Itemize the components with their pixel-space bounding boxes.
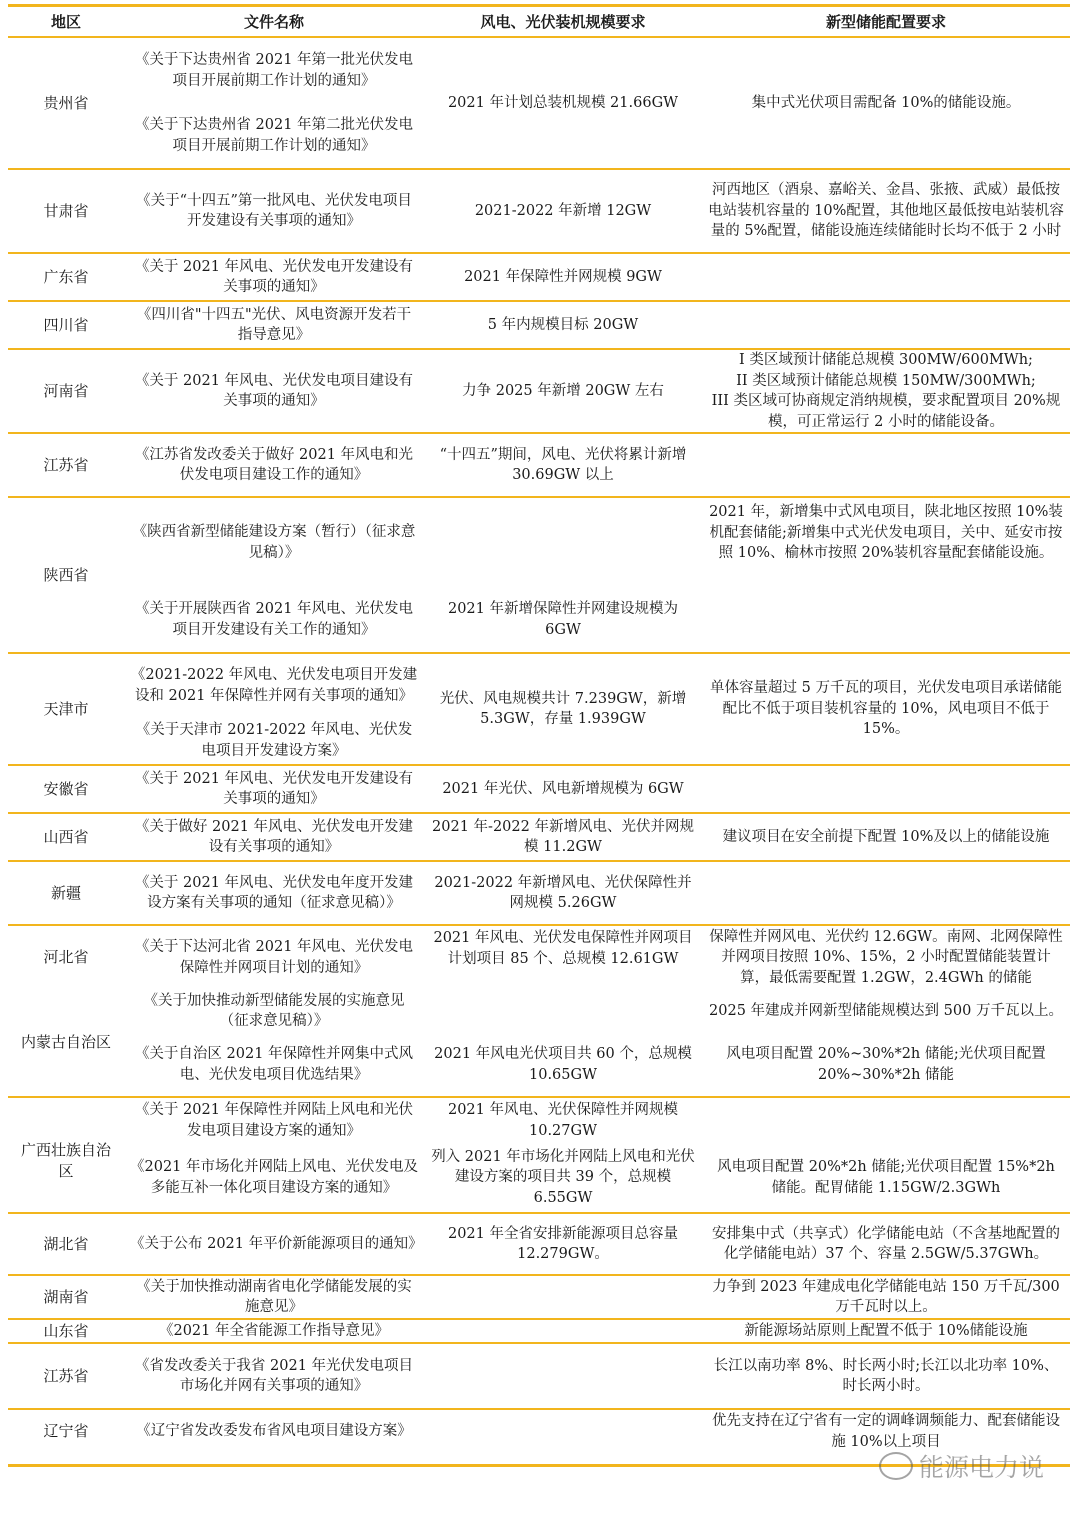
scale-cell: 2021-2022 年新增风电、光伏保障性并网规模 5.26GW [434, 874, 692, 911]
region-cell: 天津市 [43, 699, 89, 718]
top-rule [8, 4, 1070, 7]
region-cell: 新疆 [50, 883, 81, 902]
header-doc: 文件名称 [124, 8, 424, 37]
region-cell: 安徽省 [43, 779, 89, 798]
doc-cell: 《关于下达贵州省 2021 年第一批光伏发电项目开展前期工作计划的通知》 [134, 52, 414, 89]
header-scale: 风电、光伏装机规模要求 [424, 8, 702, 37]
storage-cell: 河西地区（酒泉、嘉峪关、金昌、张掖、武威）最低按电站装机容量的 10%配置，其他地区最低按电站装机容量的 5%配置，储能设施连续储能时长均不低于 2 小时 [708, 182, 1064, 240]
scale-cell: 2021 年-2022 年新增风电、光伏并网规模 11.2GW [432, 818, 694, 855]
scale-cell [424, 497, 702, 587]
doc-cell: 《关于“十四五”第一批风电、光伏发电项目开发建设有关事项的通知》 [136, 192, 412, 229]
row-hebei-neimenggu [8, 925, 1070, 1097]
scale-cell [424, 1319, 702, 1343]
region-cell: 江苏省 [43, 455, 89, 474]
scale-cell: 2021 年计划总装机规模 21.66GW [447, 94, 679, 111]
storage-cell: 2025 年建成并网新型储能规模达到 500 万千瓦以上。 [709, 1002, 1063, 1019]
scale-cell: 2021 年新增保障性并网建设规模为 6GW [447, 601, 678, 638]
row-xinjiang [8, 861, 1070, 925]
storage-line: II 类区域预计储能总规模 150MW/300MWh; [736, 372, 1036, 389]
scale-cell [424, 1343, 702, 1409]
scale-cell: 2021 年全省安排新能源项目总容量 12.279GW。 [447, 1225, 678, 1262]
header-row [8, 8, 1070, 37]
scale-cell: 2021 年风电、光伏保障性并网规模 10.27GW [447, 1102, 678, 1139]
row-anhui [8, 765, 1070, 813]
doc-cell: 《关于下达河北省 2021 年风电、光伏发电保障性并网项目计划的通知》 [134, 939, 414, 976]
scale-cell [424, 1275, 702, 1319]
storage-cell: 安排集中式（共享式）化学储能电站（不含基地配置的化学储能电站）37 个、容量 2.5GW/5.37GWh。 [712, 1225, 1060, 1262]
scale-cell: “十四五”期间，风电、光伏将累计新增 30.69GW 以上 [439, 446, 687, 483]
scale-cell: 2021 年风电光伏项目共 60 个，总规模 10.65GW [434, 1046, 692, 1083]
row-shandong [8, 1319, 1070, 1343]
storage-cell [702, 433, 1070, 497]
region-cell: 甘肃省 [43, 201, 89, 220]
row-guizhou [8, 37, 1070, 169]
storage-cell: 建议项目在安全前提下配置 10%及以上的储能设施 [722, 828, 1050, 845]
region-cell: 山东省 [43, 1321, 89, 1340]
region-cell: 四川省 [43, 315, 89, 334]
row-jiangsu-2 [8, 1343, 1070, 1409]
row-tianjin [8, 653, 1070, 765]
doc-cell: 《关于加快推动新型储能发展的实施意见（征求意见稿）》 [143, 992, 405, 1029]
doc-cell: 《关于 2021 年保障性并网陆上风电和光伏发电项目建设方案的通知》 [134, 1102, 414, 1139]
doc-cell: 《关于 2021 年风电、光伏发电项目建设有关事项的通知》 [134, 372, 414, 409]
doc-cell: 《陕西省新型储能建设方案（暂行）（征求意见稿）》 [132, 524, 416, 561]
region-cell: 贵州省 [43, 93, 89, 112]
storage-cell: 新能源场站原则上配置不低于 10%储能设施 [744, 1322, 1028, 1339]
row-shaanxi [8, 497, 1070, 653]
region-cell: 湖北省 [43, 1234, 89, 1253]
doc-cell: 《关于 2021 年风电、光伏发电年度开发建设方案有关事项的通知（征求意见稿）》 [134, 874, 414, 911]
doc-cell: 《四川省"十四五"光伏、风电资源开发若干指导意见》 [136, 306, 412, 343]
region-cell: 山西省 [43, 827, 89, 846]
doc-cell: 《辽宁省发改委发布省风电项目建设方案》 [136, 1423, 412, 1440]
scale-cell: 5 年内规模目标 20GW [487, 316, 639, 333]
wechat-icon [879, 1452, 913, 1480]
scale-cell: 2021 年光伏、风电新增规模为 6GW [442, 780, 684, 797]
row-shanxi [8, 813, 1070, 861]
storage-cell: 长江以南功率 8%、时长两小时;长江以北功率 10%、时长两小时。 [713, 1357, 1059, 1394]
storage-cell: 力争到 2023 年建成电化学储能电站 150 万千瓦/300 万千瓦时以上。 [712, 1278, 1060, 1315]
scale-cell [424, 1409, 702, 1453]
doc-cell: 《2021 年全省能源工作指导意见》 [158, 1322, 389, 1339]
storage-line: III 类区域可协商规定消纳规模，要求配置项目 20%规模，可正常运行 2 小时的储能设备。 [711, 393, 1061, 430]
storage-cell: 风电项目配置 20%*2h 储能;光伏项目配置 15%*2h 储能。配胃储能 1.15GW/2.3GWh [717, 1159, 1055, 1196]
policy-table [8, 8, 1070, 1453]
doc-cell: 《关于自治区 2021 年保障性并网集中式风电、光伏发电项目优选结果》 [134, 1046, 414, 1083]
doc-cell: 《省发改委关于我省 2021 年光伏发电项目市场化并网有关事项的通知》 [134, 1357, 414, 1394]
row-guangdong [8, 253, 1070, 301]
region-cell: 河南省 [43, 381, 89, 400]
doc-cell: 《2021-2022 年风电、光伏发电项目开发建设和 2021 年保障性并网有关事项的通知》 [130, 667, 418, 704]
header-storage: 新型储能配置要求 [702, 8, 1070, 37]
doc-cell: 《关于加快推动湖南省电化学储能发展的实施意见》 [136, 1278, 412, 1315]
doc-cell: 《关于 2021 年风电、光伏发电开发建设有关事项的通知》 [134, 258, 414, 295]
storage-cell [702, 349, 1070, 433]
storage-line: I 类区域预计储能总规模 300MW/600MWh; [739, 352, 1033, 368]
doc-cell: 《关于 2021 年风电、光伏发电开发建设有关事项的通知》 [134, 770, 414, 807]
region-cell: 河北省 [43, 948, 89, 967]
scale-cell: 列入 2021 年市场化并网陆上风电和光伏建设方案的项目共 39 个，总规模 6.55GW [431, 1148, 695, 1206]
doc-cell: 《关于下达贵州省 2021 年第二批光伏发电项目开展前期工作计划的通知》 [134, 117, 414, 154]
doc-cell: 《关于开展陕西省 2021 年风电、光伏发电项目开发建设有关工作的通知》 [134, 601, 414, 638]
watermark [879, 1448, 1044, 1484]
storage-cell [702, 253, 1070, 301]
storage-cell: 优先支持在辽宁省有一定的调峰调频能力、配套储能设施 10%以上项目 [712, 1413, 1060, 1450]
scale-cell: 2021 年保障性并网规模 9GW [464, 268, 662, 285]
region-cell: 广东省 [43, 267, 89, 286]
region-cell: 陕西省 [43, 565, 89, 584]
row-hubei [8, 1213, 1070, 1275]
doc-cell: 《关于做好 2021 年风电、光伏发电开发建设有关事项的通知》 [134, 818, 414, 855]
watermark-text: 能源电力说 [918, 1453, 1044, 1482]
row-hunan [8, 1275, 1070, 1319]
row-gansu [8, 169, 1070, 253]
doc-cell: 《关于公布 2021 年平价新能源项目的通知》 [130, 1235, 423, 1252]
region-cell: 内蒙古自治区 [20, 1033, 111, 1052]
row-henan [8, 349, 1070, 433]
header-region: 地区 [8, 8, 124, 37]
storage-cell: 保障性并网风电、光伏约 12.6GW。南网、北网保障性并网项目按照 10%、15%，2 小时配置储能装置计算，最低需要配置 1.2GW，2.4GWh 的储能 [709, 928, 1063, 986]
scale-cell: 力争 2025 年新增 20GW 左右 [462, 382, 664, 399]
region-cell: 江苏省 [43, 1366, 89, 1385]
doc-cell: 《关于天津市 2021-2022 年风电、光伏发电项目开发建设方案》 [135, 722, 413, 759]
row-sichuan [8, 301, 1070, 349]
region-cell: 广西壮族自治区 [20, 1141, 111, 1180]
scale-cell: 光伏、风电规模共计 7.239GW，新增 5.3GW，存量 1.939GW [439, 690, 687, 727]
doc-cell: 《2021 年市场化并网陆上风电、光伏发电及多能互补一体化项目建设方案的通知》 [130, 1159, 419, 1196]
storage-cell: 2021 年，新增集中式风电项目，陕北地区按照 10%装机配套储能;新增集中式光伏发电项目，关中、延安市按照 10%、榆林市按照 20%装机容量配套储能设施。 [709, 504, 1063, 561]
row-guangxi [8, 1097, 1070, 1213]
storage-cell [702, 861, 1070, 925]
storage-cell [702, 301, 1070, 349]
region-cell: 辽宁省 [43, 1422, 89, 1441]
region-cell: 湖南省 [43, 1287, 89, 1306]
row-jiangsu-1 [8, 433, 1070, 497]
scale-cell: 2021 年风电、光伏发电保障性并网项目计划项目 85 个、总规模 12.61GW [433, 930, 693, 967]
storage-cell: 单体容量超过 5 万千瓦的项目，光伏发电项目承诺储能配比不低于项目装机容量的 10%，风电项目不低于 15%。 [710, 680, 1062, 738]
row-liaoning [8, 1409, 1070, 1453]
doc-cell: 《江苏省发改委关于做好 2021 年风电和光伏发电项目建设工作的通知》 [134, 446, 414, 483]
storage-cell [702, 765, 1070, 813]
storage-cell: 风电项目配置 20%~30%*2h 储能;光伏项目配置 20%~30%*2h 储能 [726, 1046, 1046, 1083]
storage-cell: 集中式光伏项目需配备 10%的储能设施。 [751, 94, 1021, 111]
scale-cell: 2021-2022 年新增 12GW [474, 202, 652, 219]
